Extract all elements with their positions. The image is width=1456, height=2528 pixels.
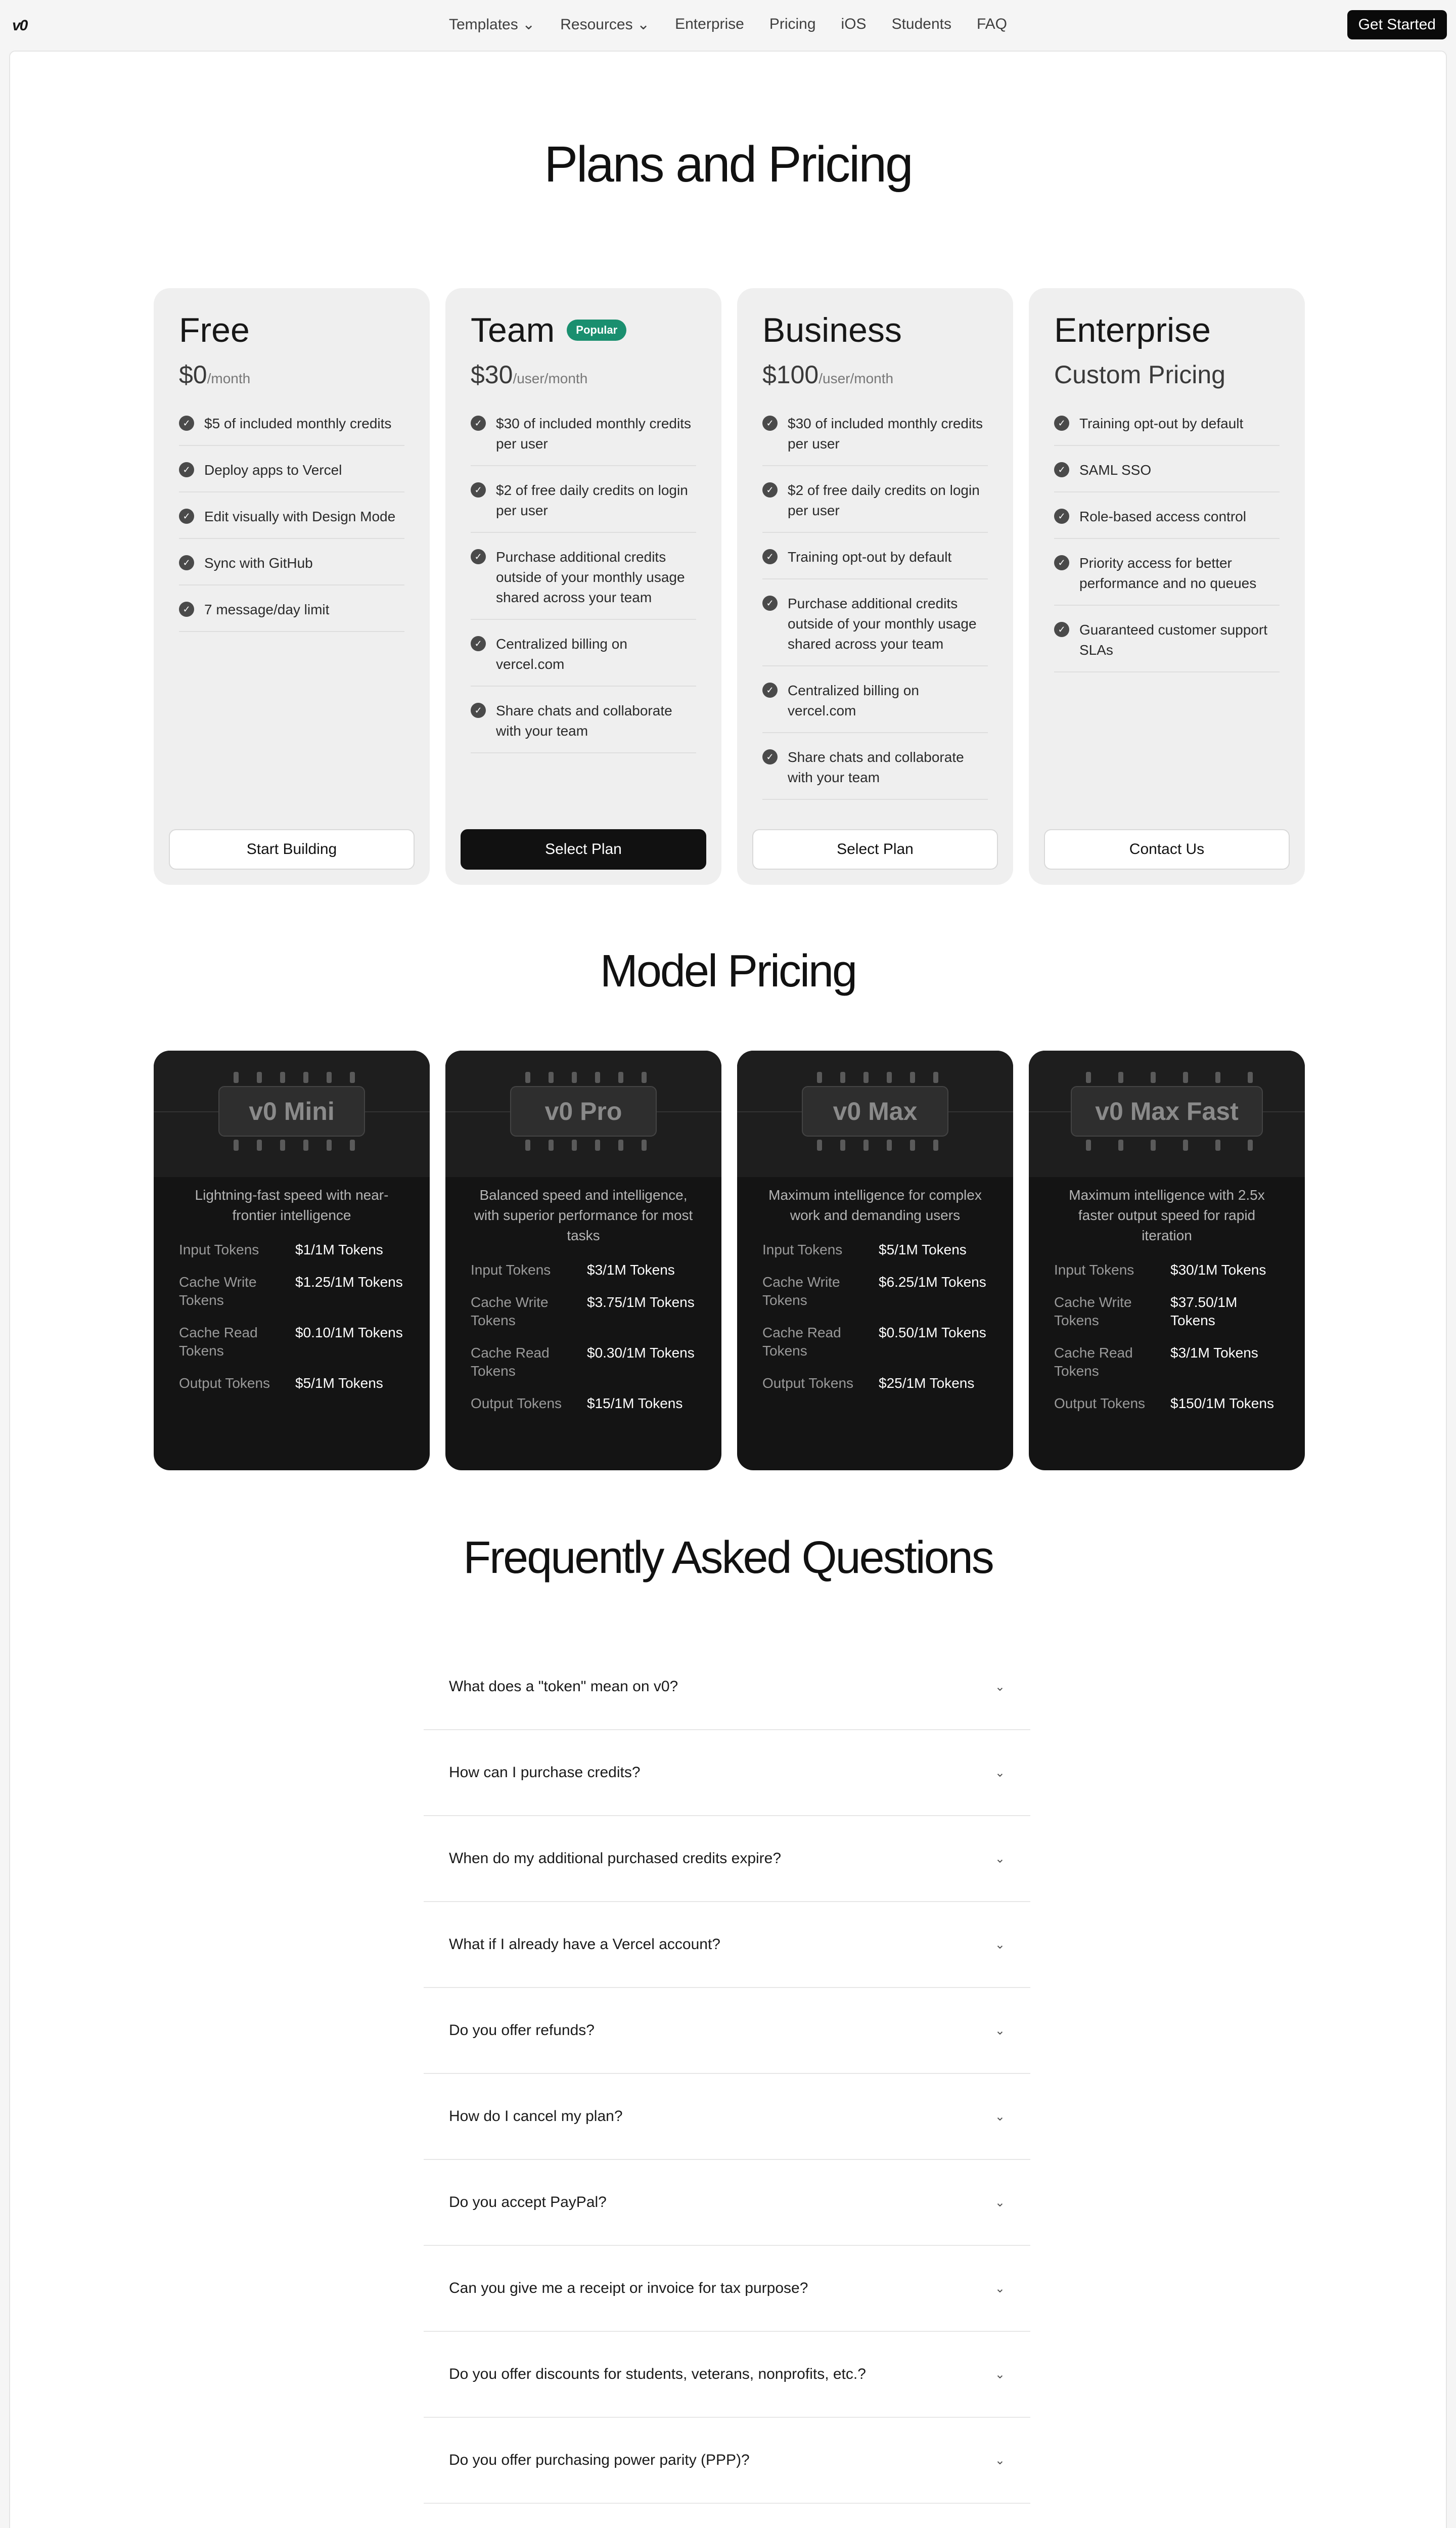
nav-faq[interactable]: FAQ [976, 15, 1007, 32]
check-icon: ✓ [762, 549, 778, 564]
faq-item[interactable] [424, 2504, 1030, 2528]
faq-item[interactable]: Do you offer refunds? ⌄ [424, 1988, 1030, 2074]
chip-pin [910, 1072, 915, 1083]
chip-pin [840, 1072, 845, 1083]
chip-icon: v0 Pro [510, 1086, 657, 1137]
faq-item[interactable]: How do I cancel my plan? ⌄ [424, 2074, 1030, 2160]
check-icon: ✓ [179, 602, 194, 617]
check-icon: ✓ [179, 416, 194, 431]
chip-pin [257, 1072, 262, 1083]
check-icon: ✓ [471, 416, 486, 431]
chip-graphic [154, 1051, 430, 1177]
chip-pin [280, 1072, 285, 1083]
feature-item: ✓ Role-based access control [1054, 501, 1280, 539]
nav-pricing[interactable]: Pricing [769, 15, 816, 32]
chip-pin [863, 1072, 869, 1083]
check-icon: ✓ [1054, 509, 1069, 524]
chevron-down-icon: ⌄ [994, 1680, 1005, 1694]
chip-pin [549, 1072, 554, 1083]
chip-pin [1118, 1072, 1123, 1083]
feature-item: ✓ $2 of free daily credits on login per user [471, 474, 696, 533]
plan-name: Business [762, 311, 902, 349]
nav-resources[interactable]: Resources ⌄ [560, 16, 650, 33]
chip-pin [863, 1140, 869, 1151]
check-icon: ✓ [471, 703, 486, 718]
pricing-title: Plans and Pricing [544, 136, 912, 193]
price-row: Input Tokens $30/1M Tokens [1054, 1262, 1266, 1278]
chip-graphic [445, 1051, 721, 1177]
feature-item: ✓ Centralized billing on vercel.com [762, 674, 988, 733]
chip-pin [817, 1140, 822, 1151]
chip-pin [1151, 1072, 1156, 1083]
model-card-max [737, 1051, 1013, 1470]
feature-item: ✓ $5 of included monthly credits [179, 408, 404, 446]
feature-item: ✓ Purchase additional credits outside of your monthly usage shared across your team [471, 541, 696, 620]
price-row: Cache Write Tokens $37.50/1M Tokens [1054, 1294, 1238, 1328]
chip-graphic [737, 1051, 1013, 1177]
check-icon: ✓ [762, 749, 778, 764]
check-icon: ✓ [1054, 555, 1069, 570]
select-plan-team-button[interactable]: Select Plan [461, 829, 706, 870]
faq-list [424, 1644, 1030, 2528]
chip-pin [572, 1072, 577, 1083]
price-row: Cache Write Tokens $1.25/1M Tokens [179, 1274, 403, 1308]
chip-pin [595, 1140, 600, 1151]
chip-pin [303, 1072, 308, 1083]
chip-pin [1215, 1140, 1220, 1151]
price-row: Output Tokens $25/1M Tokens [762, 1375, 975, 1391]
chevron-down-icon: ⌄ [994, 1766, 1005, 1780]
model-description: Lightning-fast speed with near-frontier intelligence [195, 1187, 389, 1223]
chip-pin [327, 1072, 332, 1083]
model-description: Maximum intelligence with 2.5x faster output speed for rapid iteration [1069, 1187, 1265, 1243]
plan-price: $30/user/month [471, 360, 588, 389]
check-icon: ✓ [762, 596, 778, 611]
check-icon: ✓ [762, 416, 778, 431]
chip-pin [234, 1140, 239, 1151]
faq-item[interactable]: Do you offer discounts for students, veterans, nonprofits, etc.? ⌄ [424, 2332, 1030, 2418]
chip-pin [549, 1140, 554, 1151]
select-plan-business-button[interactable]: Select Plan [752, 829, 998, 870]
price-row: Cache Read Tokens $0.10/1M Tokens [179, 1325, 403, 1359]
price-row: Output Tokens $150/1M Tokens [1054, 1395, 1274, 1411]
check-icon: ✓ [471, 482, 486, 498]
chevron-down-icon: ⌄ [994, 2023, 1005, 2038]
check-icon: ✓ [1054, 622, 1069, 637]
chip-icon: v0 Max [802, 1086, 948, 1137]
chip-pin [350, 1072, 355, 1083]
feature-item: ✓ Sync with GitHub [179, 547, 404, 585]
model-price-rows [1029, 1246, 1305, 1447]
v0-logo[interactable]: v0 [12, 17, 27, 34]
chip-pin [1215, 1072, 1220, 1083]
chevron-down-icon: ⌄ [994, 2195, 1005, 2209]
feature-item: ✓ Deploy apps to Vercel [179, 454, 404, 492]
plan-name: Team Popular [471, 310, 696, 350]
plan-name: Enterprise [1054, 311, 1211, 349]
plan-price: Custom Pricing [1054, 360, 1225, 389]
chevron-down-icon: ⌄ [994, 1937, 1005, 1952]
faq-title: Frequently Asked Questions [463, 1532, 993, 1583]
feature-item: ✓ SAML SSO [1054, 454, 1280, 492]
feature-list [762, 408, 988, 800]
chip-pin [525, 1072, 530, 1083]
faq-item[interactable]: Do you offer purchasing power parity (PPP)? ⌄ [424, 2418, 1030, 2504]
price-row: Cache Write Tokens $3.75/1M Tokens [471, 1294, 695, 1328]
model-price-rows [445, 1246, 721, 1447]
chip-pin [1248, 1140, 1253, 1151]
check-icon: ✓ [1054, 462, 1069, 477]
chip-pin [817, 1072, 822, 1083]
check-icon: ✓ [471, 636, 486, 651]
chip-pin [642, 1072, 647, 1083]
price-row: Input Tokens $3/1M Tokens [471, 1262, 675, 1278]
price-row: Input Tokens $1/1M Tokens [179, 1242, 383, 1257]
check-icon: ✓ [762, 482, 778, 498]
chevron-down-icon: ⌄ [994, 2281, 1005, 2295]
faq-item[interactable]: How can I purchase credits? ⌄ [424, 1730, 1030, 1816]
feature-item: ✓ Training opt-out by default [1054, 408, 1280, 446]
plan-card-free [154, 288, 430, 885]
feature-item: ✓ Share chats and collaborate with your team [762, 741, 988, 800]
chip-pin [642, 1140, 647, 1151]
faq-item[interactable]: Do you accept PayPal? ⌄ [424, 2160, 1030, 2246]
chevron-down-icon: ⌄ [994, 2109, 1005, 2124]
chip-pin [234, 1072, 239, 1083]
chip-pin [840, 1140, 845, 1151]
feature-item: ✓ Priority access for better performance and no queues [1054, 547, 1280, 606]
model-card-pro [445, 1051, 721, 1470]
chip-pin [933, 1072, 938, 1083]
plan-price: $0/month [179, 360, 251, 389]
plan-card-team [445, 288, 721, 885]
nav-students[interactable]: Students [891, 15, 951, 32]
chevron-down-icon: ⌄ [994, 2453, 1005, 2467]
check-icon: ✓ [762, 683, 778, 698]
price-row: Output Tokens $5/1M Tokens [179, 1375, 383, 1391]
model-card-max-fast [1029, 1051, 1305, 1470]
model-card-mini [154, 1051, 430, 1470]
chip-pin [303, 1140, 308, 1151]
price-row: Cache Read Tokens $3/1M Tokens [1054, 1345, 1258, 1379]
chip-pin [1118, 1140, 1123, 1151]
nav-links [449, 16, 1007, 33]
chip-pin [1086, 1140, 1091, 1151]
top-nav [0, 0, 1456, 49]
chip-pin [910, 1140, 915, 1151]
get-started-button[interactable]: Get Started [1347, 10, 1447, 39]
plan-name: Free [179, 311, 250, 349]
faq-item[interactable]: Can you give me a receipt or invoice for tax purpose? ⌄ [424, 2246, 1030, 2332]
nav-templates[interactable]: Templates ⌄ [449, 16, 535, 33]
chip-pin [618, 1140, 623, 1151]
start-building-button[interactable]: Start Building [169, 829, 415, 870]
chip-pin [327, 1140, 332, 1151]
feature-list [471, 408, 696, 753]
chip-icon: v0 Max Fast [1071, 1086, 1263, 1137]
price-row: Input Tokens $5/1M Tokens [762, 1242, 967, 1257]
feature-item: ✓ Share chats and collaborate with your team [471, 695, 696, 753]
model-price-rows [154, 1226, 430, 1427]
check-icon: ✓ [1054, 416, 1069, 431]
faq-item[interactable]: What does a "token" mean on v0? ⌄ [424, 1644, 1030, 1730]
price-row: Cache Read Tokens $0.30/1M Tokens [471, 1345, 695, 1379]
popular-badge: Popular [567, 320, 626, 341]
chip-pin [280, 1140, 285, 1151]
chip-pin [618, 1072, 623, 1083]
chip-pin [887, 1072, 892, 1083]
chip-pin [572, 1140, 577, 1151]
feature-item: ✓ Guaranteed customer support SLAs [1054, 614, 1280, 672]
chip-icon: v0 Mini [218, 1086, 365, 1137]
price-row: Output Tokens $15/1M Tokens [471, 1395, 683, 1411]
model-description: Balanced speed and intelligence, with superior performance for most tasks [474, 1187, 693, 1243]
feature-item: ✓ $2 of free daily credits on login per user [762, 474, 988, 533]
model-description: Maximum intelligence for complex work and demanding users [768, 1187, 982, 1223]
chip-pin [1086, 1072, 1091, 1083]
nav-ios[interactable]: iOS [841, 15, 867, 32]
contact-us-button[interactable]: Contact Us [1044, 829, 1290, 870]
feature-item: ✓ $30 of included monthly credits per user [762, 408, 988, 466]
check-icon: ✓ [179, 555, 194, 570]
chevron-down-icon: ⌄ [994, 2367, 1005, 2381]
chip-pin [595, 1072, 600, 1083]
feature-item: ✓ 7 message/day limit [179, 594, 404, 632]
chip-pin [525, 1140, 530, 1151]
feature-list [1054, 408, 1280, 672]
model-price-rows [737, 1226, 1013, 1427]
nav-enterprise[interactable]: Enterprise [675, 15, 744, 32]
chip-pin [933, 1140, 938, 1151]
chip-graphic [1029, 1051, 1305, 1177]
plan-price: $100/user/month [762, 360, 894, 389]
chevron-down-icon: ⌄ [994, 1852, 1005, 1866]
model-pricing-title: Model Pricing [600, 946, 856, 997]
plan-card-business [737, 288, 1013, 885]
feature-item: ✓ Training opt-out by default [762, 541, 988, 579]
chip-pin [1183, 1072, 1188, 1083]
feature-item: ✓ Edit visually with Design Mode [179, 501, 404, 539]
chip-pin [350, 1140, 355, 1151]
faq-item[interactable]: What if I already have a Vercel account? ⌄ [424, 1902, 1030, 1988]
chip-pin [1248, 1072, 1253, 1083]
chip-pin [257, 1140, 262, 1151]
check-icon: ✓ [179, 509, 194, 524]
chip-pin [1183, 1140, 1188, 1151]
feature-item: ✓ Centralized billing on vercel.com [471, 628, 696, 687]
chip-pin [1151, 1140, 1156, 1151]
check-icon: ✓ [179, 462, 194, 477]
price-row: Cache Write Tokens $6.25/1M Tokens [762, 1274, 986, 1308]
plan-card-enterprise [1029, 288, 1305, 885]
feature-item: ✓ Purchase additional credits outside of your monthly usage shared across your team [762, 588, 988, 666]
price-row: Cache Read Tokens $0.50/1M Tokens [762, 1325, 986, 1359]
feature-list [179, 408, 404, 632]
feature-item: ✓ $30 of included monthly credits per user [471, 408, 696, 466]
faq-item[interactable]: When do my additional purchased credits expire? ⌄ [424, 1816, 1030, 1902]
check-icon: ✓ [471, 549, 486, 564]
chip-pin [887, 1140, 892, 1151]
